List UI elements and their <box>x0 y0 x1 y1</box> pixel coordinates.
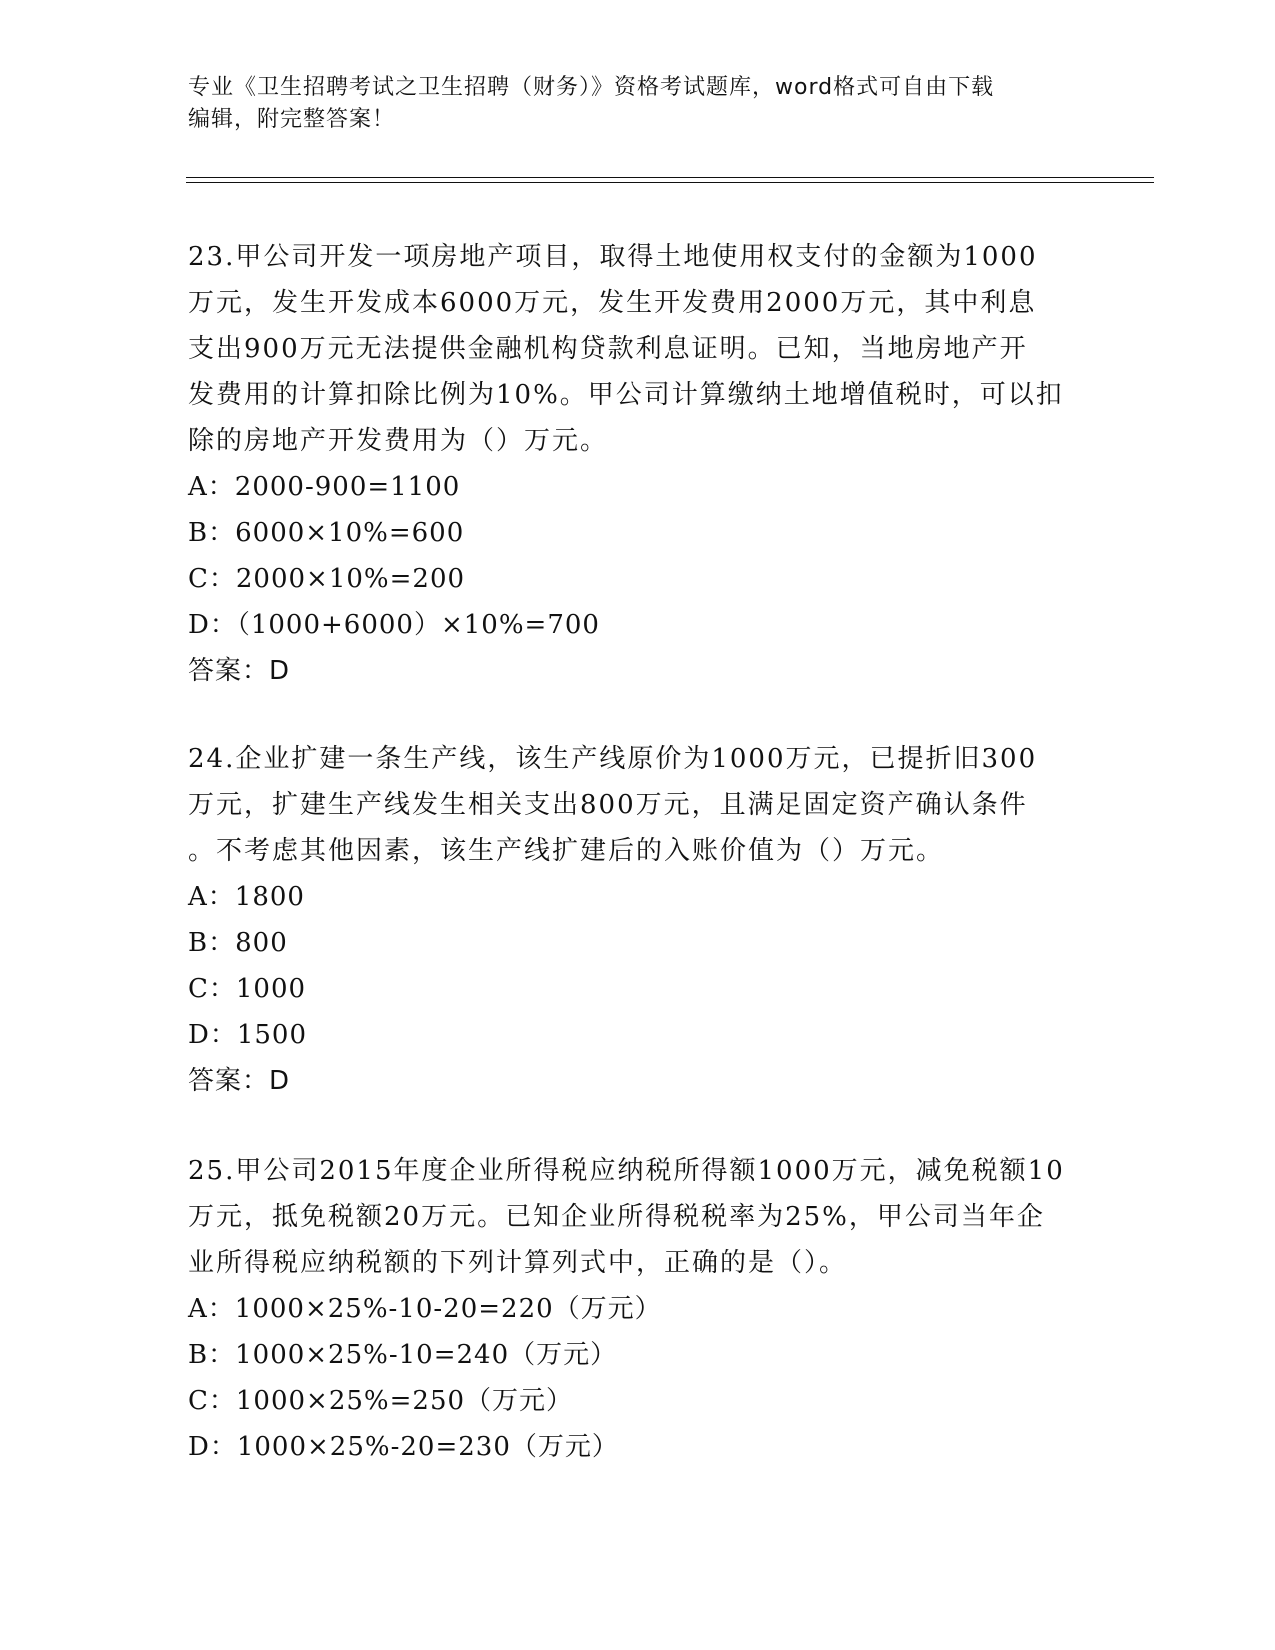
option-a: A：2000-900=1100 <box>188 472 461 502</box>
header-divider-bottom <box>186 182 1154 183</box>
question-stem-line: 。不考虑其他因素，该生产线扩建后的入账价值为（）万元。 <box>188 836 945 866</box>
option-b: B：800 <box>188 928 288 958</box>
question-stem-line: 支出900万元无法提供金融机构贷款利息证明。已知，当地房地产开 <box>188 334 1028 364</box>
question-stem-line: 23.甲公司开发一项房地产项目，取得土地使用权支付的金额为1000 <box>188 242 1038 272</box>
question-23 <box>188 234 1088 694</box>
option-d: D：1500 <box>188 1020 308 1050</box>
option-a: A：1800 <box>188 882 305 912</box>
answer-label: 答案：D <box>188 656 291 686</box>
question-stem-line: 发费用的计算扣除比例为10%。甲公司计算缴纳土地增值税时，可以扣 <box>188 380 1064 410</box>
question-stem-line: 25.甲公司2015年度企业所得税应纳税所得额1000万元，减免税额10 <box>188 1156 1065 1186</box>
document-header <box>188 72 1078 136</box>
question-stem-line: 24.企业扩建一条生产线，该生产线原价为1000万元，已提折旧300 <box>188 744 1038 774</box>
header-divider-top <box>186 177 1154 178</box>
question-stem-line: 万元，发生开发成本6000万元，发生开发费用2000万元，其中利息 <box>188 288 1037 318</box>
option-b: B：6000×10%=600 <box>188 518 465 548</box>
header-line-1: 专业《卫生招聘考试之卫生招聘（财务）》资格考试题库，word格式可自由下载 <box>188 75 995 100</box>
option-d: D：（1000+6000）×10%=700 <box>188 610 600 640</box>
option-b: B：1000×25%-10=240（万元） <box>188 1340 618 1370</box>
question-25 <box>188 1148 1088 1470</box>
header-line-2: 编辑，附完整答案！ <box>188 107 396 132</box>
question-stem-line: 业所得税应纳税额的下列计算列式中，正确的是（）。 <box>188 1248 848 1278</box>
option-c: C：1000×25%=250（万元） <box>188 1386 574 1416</box>
question-stem-line: 除的房地产开发费用为（）万元。 <box>188 426 609 456</box>
answer-label: 答案：D <box>188 1066 291 1096</box>
option-c: C：1000 <box>188 974 307 1004</box>
option-c: C：2000×10%=200 <box>188 564 466 594</box>
option-a: A：1000×25%-10-20=220（万元） <box>188 1294 662 1324</box>
question-24 <box>188 736 1088 1104</box>
option-d: D：1000×25%-20=230（万元） <box>188 1432 619 1462</box>
question-stem-line: 万元，抵免税额20万元。已知企业所得税税率为25%，甲公司当年企 <box>188 1202 1045 1232</box>
question-stem-line: 万元，扩建生产线发生相关支出800万元，且满足固定资产确认条件 <box>188 790 1028 820</box>
